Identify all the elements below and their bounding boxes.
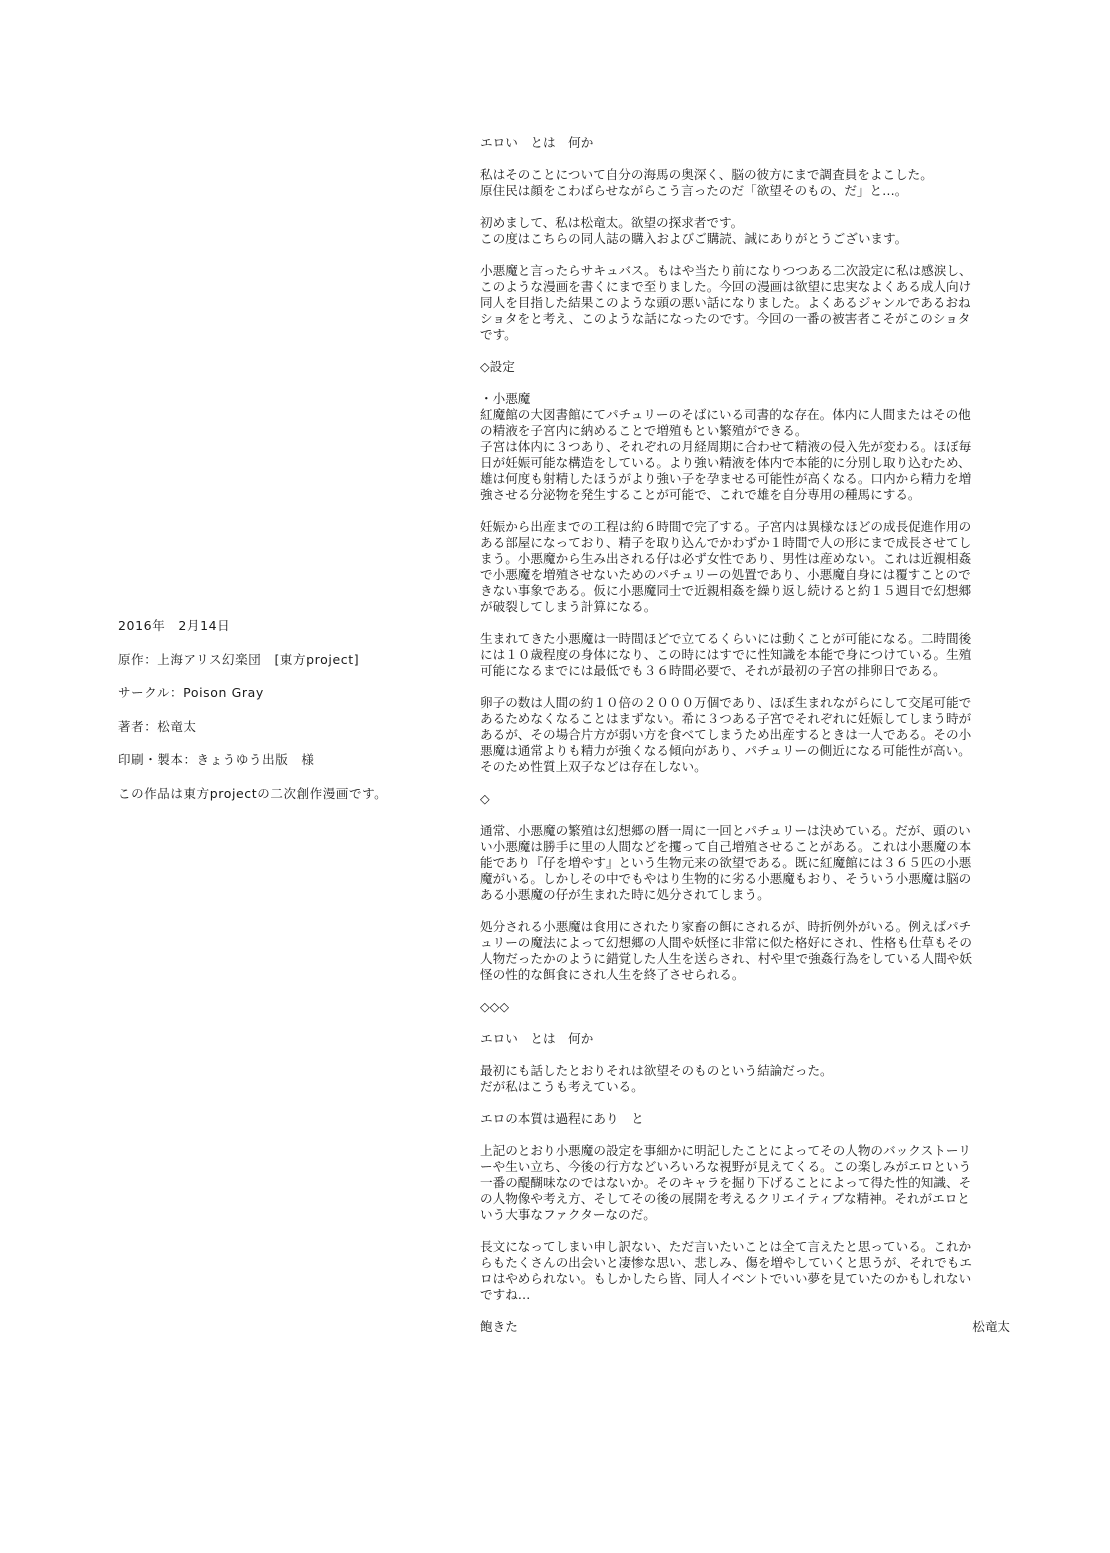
essay-line: 小悪魔と言ったらサキュバス。もはや当たり前になりつつある二次設定に私は感涙し、 (480, 263, 972, 278)
essay-line: ロはやめられない。もしかしたら皆、同人イベントでいい夢を見ていたのかもしれない (480, 1271, 972, 1286)
essay-line: 能であり『仔を増やす』という生物元来の欲望である。既に紅魔館には３６５匹の小悪 (480, 855, 972, 870)
essay-line: 怪の性的な餌食にされ人生を終了させられる。 (480, 967, 745, 982)
essay-paragraph (480, 391, 1020, 503)
essay-paragraph (480, 167, 1020, 199)
essay-line: まう。小悪魔から生み出される仔は必ず女性であり、男性は産めない。これは近親相姦 (480, 551, 972, 566)
essay-paragraph (480, 215, 1020, 247)
essay-line: が破裂してしまう計算になる。 (480, 599, 657, 614)
essay-line: そのため性質上双子などは存在しない。 (480, 759, 707, 774)
essay-line: ・小悪魔 (480, 391, 531, 406)
essay-line: エロの本質は過程にあり と (480, 1111, 644, 1126)
essay-line: 妊娠から出産までの工程は約６時間で完了する。子宮内は異様なほどの成長促進作用の (480, 519, 972, 534)
essay-line: 上記のとおり小悪魔の設定を事細かに明記したことによってその人物のバックストーリ (480, 1143, 972, 1158)
essay-line: このような漫画を書くにまで至りました。今回の漫画は欲望に忠実なよくある成人向け (480, 279, 972, 294)
essay-line: で小悪魔を増殖させないためのパチュリーの処置であり、小悪魔自身には覆すことので (480, 567, 971, 582)
essay-line: きない事象である。仮に小悪魔同士で近親相姦を繰り返し続けると約１５週目で幻想郷 (480, 583, 972, 598)
original-work: 原作：上海アリス幻楽団 [東方project] (118, 651, 360, 667)
essay-line: いう大事なファクターなのだ。 (480, 1207, 656, 1222)
essay-line: 悪魔は通常よりも精力が強くなる傾向があり、パチュリーの側近になる可能性が高い。 (480, 743, 971, 758)
essay-paragraph (480, 631, 1020, 679)
essay-line: 同人を目指した結果このような頭の悪い話になりました。よくあるジャンルであるおね (480, 295, 971, 310)
essay-line: エロい とは 何か (480, 1031, 594, 1046)
essay-line: この度はこちらの同人誌の購入およびご購読、誠にありがとうございます。 (480, 231, 908, 246)
essay-line: 初めまして、私は松竜太。欲望の探求者です。 (480, 215, 744, 230)
essay-line: あるためなくなることはまずない。希に３つある子宮でそれぞれに妊娠してしまう時が (480, 711, 972, 726)
derivative-notice: この作品は東方projectの二次創作漫画です。 (118, 785, 388, 801)
essay-paragraph (480, 263, 1020, 343)
essay-line: 最初にも話したとおりそれは欲望そのものという結論だった。 (480, 1063, 833, 1078)
essay-line: 卵子の数は人間の約１０倍の２０００万個であり、ほぼ生まれながらにして交尾可能で (480, 695, 972, 710)
signature: 松竜太 (972, 1319, 1010, 1334)
essay-line: らもたくさんの出会いと凄惨な思い、悲しみ、傷を増やしていくと思うが、それでもエ (480, 1255, 972, 1270)
closing-row (480, 1319, 1010, 1335)
essay-paragraph (480, 519, 1020, 615)
essay-line: 通常、小悪魔の繁殖は幻想郷の暦一周に一回とパチュリーは決めている。だが、頭のい (480, 823, 971, 838)
essay-paragraph (480, 1063, 1020, 1095)
essay-line: あるが、その場合片方が弱い方を食べてしまうため出産するときは一人である。その小 (480, 727, 972, 742)
essay-paragraph (480, 135, 1020, 151)
essay-line: ◇◇◇ (480, 999, 510, 1014)
essay-paragraph (480, 999, 1020, 1015)
circle-name: サークル：Poison Gray (118, 685, 264, 701)
colophon (118, 617, 458, 819)
essay-line: 子宮は体内に３つあり、それぞれの月経周期に合わせて精液の侵入先が変わる。ほぼ毎 (480, 439, 972, 454)
essay-line: ある部屋になっており、精子を取り込んでかわずか１時間で人の形にまで成長させてし (480, 535, 972, 550)
essay-line: です。 (480, 327, 517, 342)
essay-paragraph (480, 1143, 1020, 1223)
essay-paragraph (480, 1239, 1020, 1303)
essay-paragraph (480, 1111, 1020, 1127)
essay-line: 処分される小悪魔は食用にされたり家畜の餌にされるが、時折例外がいる。例えばパチ (480, 919, 972, 934)
essay-line: 一番の醍醐味なのではないか。そのキャラを掘り下げることによって得た性的知識、そ (480, 1175, 972, 1190)
essay-line: 私はそのことについて自分の海馬の奥深く、脳の彼方にまで調査員をよこした。 (480, 167, 933, 182)
essay-line: だが私はこうも考えている。 (480, 1079, 644, 1094)
essay-paragraph (480, 359, 1020, 375)
printer-credit: 印刷・製本：きょうゆう出版 様 (118, 752, 315, 768)
essay-line: ュリーの魔法によって幻想郷の人間や妖怪に非常に似た格好にされ、性格も仕草もその (480, 935, 972, 950)
essay-line: 雄は何度も射精したほうがより強い子を孕ませる可能性が高くなる。口内から精力を増 (480, 471, 972, 486)
essay-line: ◇ (480, 791, 490, 806)
essay-paragraph (480, 791, 1020, 807)
closing-remark: 飽きた (480, 1319, 518, 1334)
publication-date: 2016年 2月14日 (118, 618, 231, 633)
essay-line: 強させる分泌物を発生することが可能で、これで雄を自分専用の種馬にする。 (480, 487, 921, 502)
essay-body (480, 135, 1020, 1303)
essay-line: の精液を子宮内に納めることで増殖もとい繁殖ができる。 (480, 423, 808, 438)
essay-paragraph (480, 695, 1020, 775)
essay-line: 日が妊娠可能な構造をしている。より強い精液を体内で本能的に分別し取り込むため、 (480, 455, 971, 470)
essay-line: 魔がいる。しかしその中でもやはり生物的に劣る小悪魔もおり、そういう小悪魔は脳の (480, 871, 972, 886)
essay-line: ですね… (480, 1287, 531, 1302)
essay-line: の人物像や考え方、そしてその後の展開を考えるクリエイティブな精神。それがエロと (480, 1191, 970, 1206)
afterword-essay (480, 135, 1020, 1335)
author-name: 著者：松竜太 (118, 718, 197, 734)
essay-line: ーや生い立ち、今後の行方などいろいろな視野が見えてくる。この楽しみがエロという (480, 1159, 972, 1174)
essay-line: ショタをと考え、このような話になったのです。今回の一番の被害者こそがこのショタ (480, 311, 971, 326)
essay-line: 紅魔館の大図書館にてパチュリーのそばにいる司書的な存在。体内に人間またはその他 (480, 407, 971, 422)
essay-line: には１０歳程度の身体になり、この時にはすでに性知識を本能で身につけている。生殖 (480, 647, 972, 662)
essay-line: ある小悪魔の仔が生まれた時に処分されてしまう。 (480, 887, 770, 902)
essay-paragraph (480, 1031, 1020, 1047)
essay-line: 長文になってしまい申し訳ない、ただ言いたいことは全て言えたと思っている。これか (480, 1239, 972, 1254)
essay-paragraph (480, 919, 1020, 983)
essay-line: ◇設定 (480, 359, 515, 374)
essay-paragraph (480, 823, 1020, 903)
essay-line: エロい とは 何か (480, 135, 594, 150)
essay-line: 生まれてきた小悪魔は一時間ほどで立てるくらいには動くことが可能になる。二時間後 (480, 631, 972, 646)
essay-line: 人物だったかのように錯覚した人生を送らされ、村や里で強姦行為をしている人間や妖 (480, 951, 972, 966)
essay-line: い小悪魔は勝手に里の人間などを攫って自己増殖させることがある。これは小悪魔の本 (480, 839, 972, 854)
essay-line: 原住民は顔をこわばらせながらこう言ったのだ「欲望そのもの、だ」と…。 (480, 183, 908, 198)
essay-line: 可能になるまでには最低でも３６時間必要で、それが最初の子宮の排卵日である。 (480, 663, 946, 678)
